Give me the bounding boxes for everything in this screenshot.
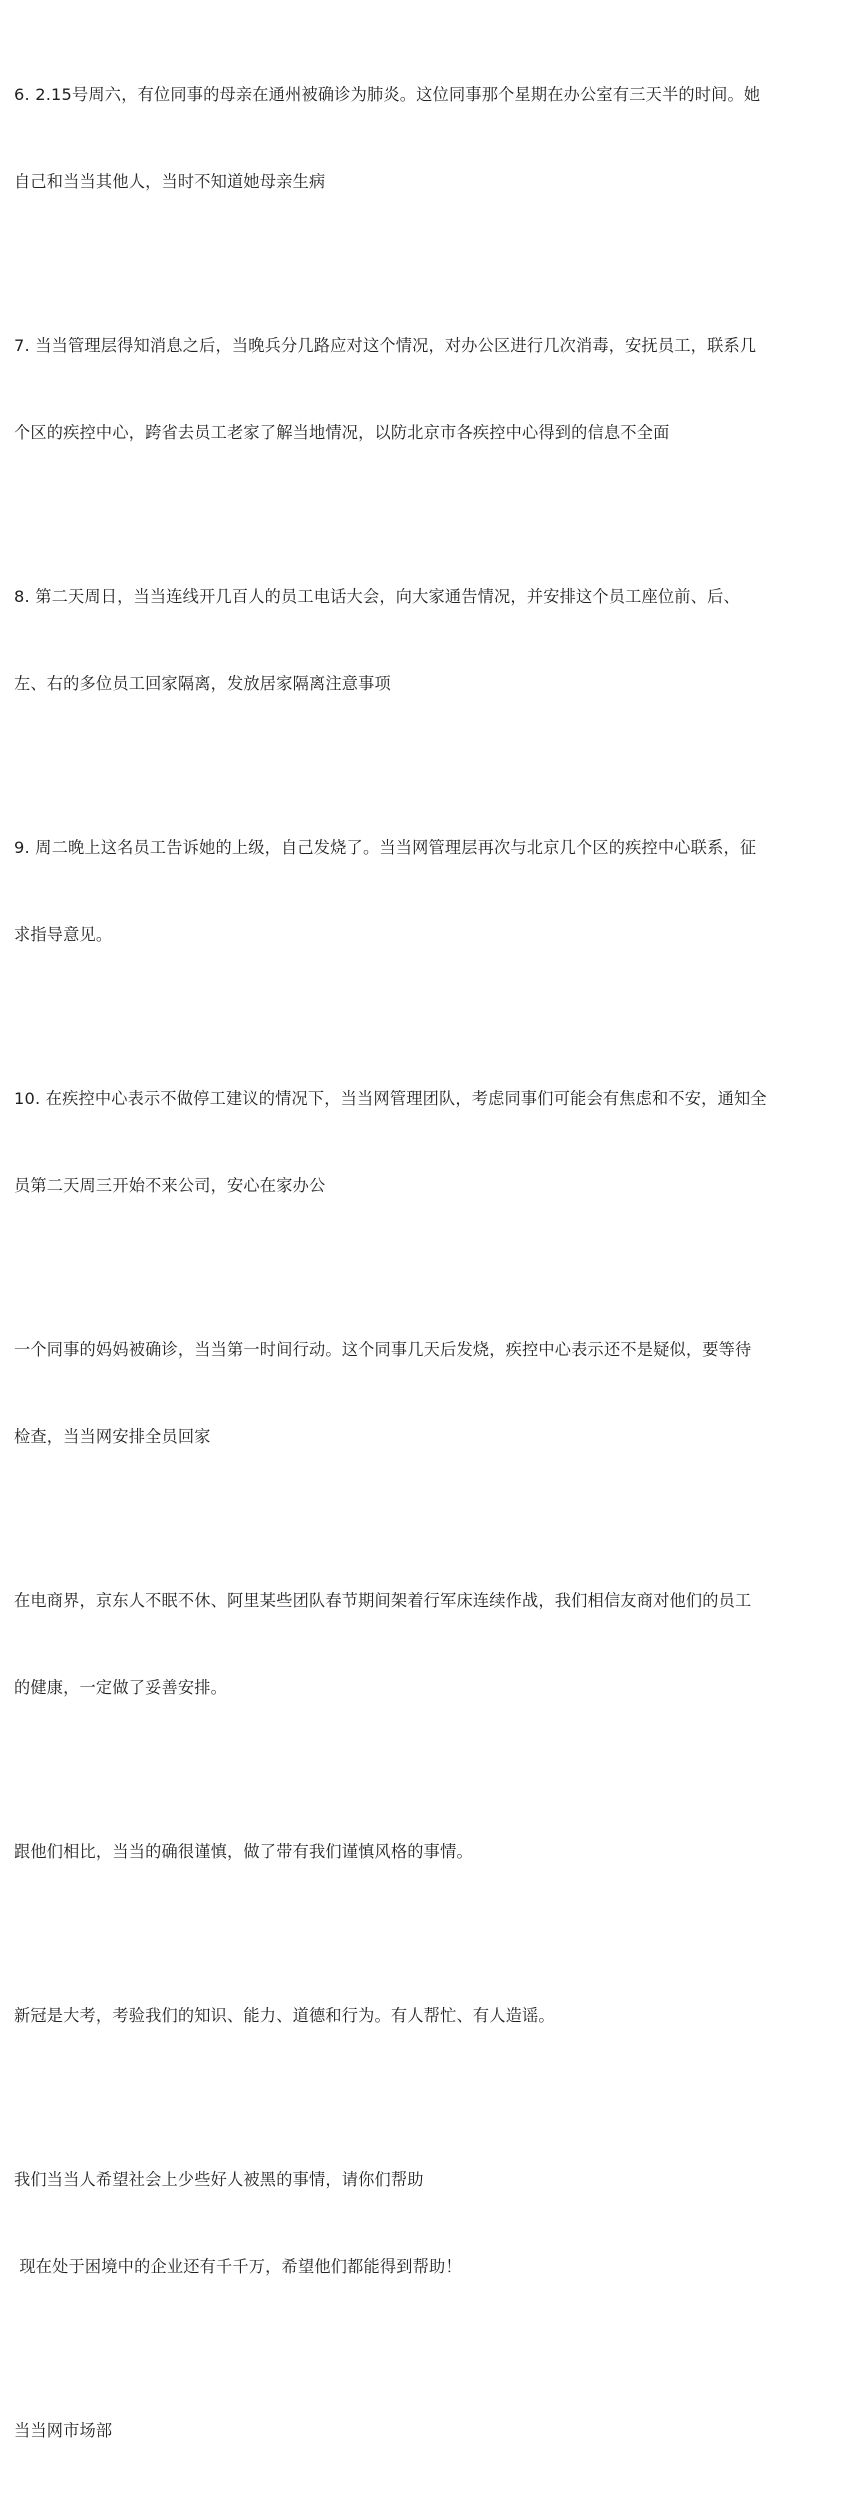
paragraph-line: 的健康，一定做了妥善安排。 [14, 1678, 228, 1697]
paragraph-8 [14, 524, 851, 756]
paragraph-line: 求指导意见。 [14, 925, 113, 944]
paragraph-line: 7. 当当管理层得知消息之后，当晚兵分几路应对这个情况，对办公区进行几次消毒，安抚员工，联系几 [14, 336, 757, 355]
paragraph-line: 9. 周二晚上这名员工告诉她的上级，自己发烧了。当当网管理层再次与北京几个区的疾控中心联系，征 [14, 838, 757, 857]
paragraph-line: 现在处于困境中的企业还有千千万，希望他们都能得到帮助！ [14, 2257, 462, 2276]
signature-line: 当当网市场部 [14, 2421, 113, 2440]
paragraph-9 [14, 775, 851, 1007]
paragraph-line: 8. 第二天周日，当当连线开几百人的员工电话大会，向大家通告情况，并安排这个员工座位前、后、 [14, 587, 740, 606]
paragraph-line: 新冠是大考，考验我们的知识、能力、道德和行为。有人帮忙、有人造谣。 [14, 2006, 555, 2025]
paragraph-line: 10. 在疾控中心表示不做停工建议的情况下，当当网管理团队，考虑同事们可能会有焦虑和不安，通知全 [14, 1089, 767, 1108]
paragraph-comparison [14, 1779, 851, 1924]
paragraph-line: 在电商界，京东人不眠不休、阿里某些团队春节期间架着行军床连续作战，我们相信友商对他们的员工 [14, 1591, 752, 1610]
signature [14, 2358, 851, 2503]
paragraph-6 [14, 22, 851, 254]
paragraph-line: 一个同事的妈妈被确诊，当当第一时间行动。这个同事几天后发烧，疾控中心表示还不是疑似，要等待 [14, 1340, 752, 1359]
paragraph-line: 左、右的多位员工回家隔离，发放居家隔离注意事项 [14, 674, 391, 693]
paragraph-exam [14, 1943, 851, 2088]
paragraph-line: 自己和当当其他人，当时不知道她母亲生病 [14, 172, 326, 191]
paragraph-line: 跟他们相比，当当的确很谨慎，做了带有我们谨慎风格的事情。 [14, 1842, 473, 1861]
paragraph-line: 个区的疾控中心，跨省去员工老家了解当地情况，以防北京市各疾控中心得到的信息不全面 [14, 423, 670, 442]
paragraph-7 [14, 273, 851, 505]
paragraph-10 [14, 1026, 851, 1258]
paragraph-summary [14, 1277, 851, 1509]
paragraph-line: 我们当当人希望社会上少些好人被黑的事情，请你们帮助 [14, 2170, 424, 2189]
paragraph-appeal [14, 2107, 851, 2339]
paragraph-line: 6. 2.15号周六，有位同事的母亲在通州被确诊为肺炎。这位同事那个星期在办公室有三天半的时间。她 [14, 85, 761, 104]
paragraph-line: 检查，当当网安排全员回家 [14, 1427, 211, 1446]
paragraph-ecommerce [14, 1528, 851, 1760]
paragraph-line: 员第二天周三开始不来公司，安心在家办公 [14, 1176, 326, 1195]
